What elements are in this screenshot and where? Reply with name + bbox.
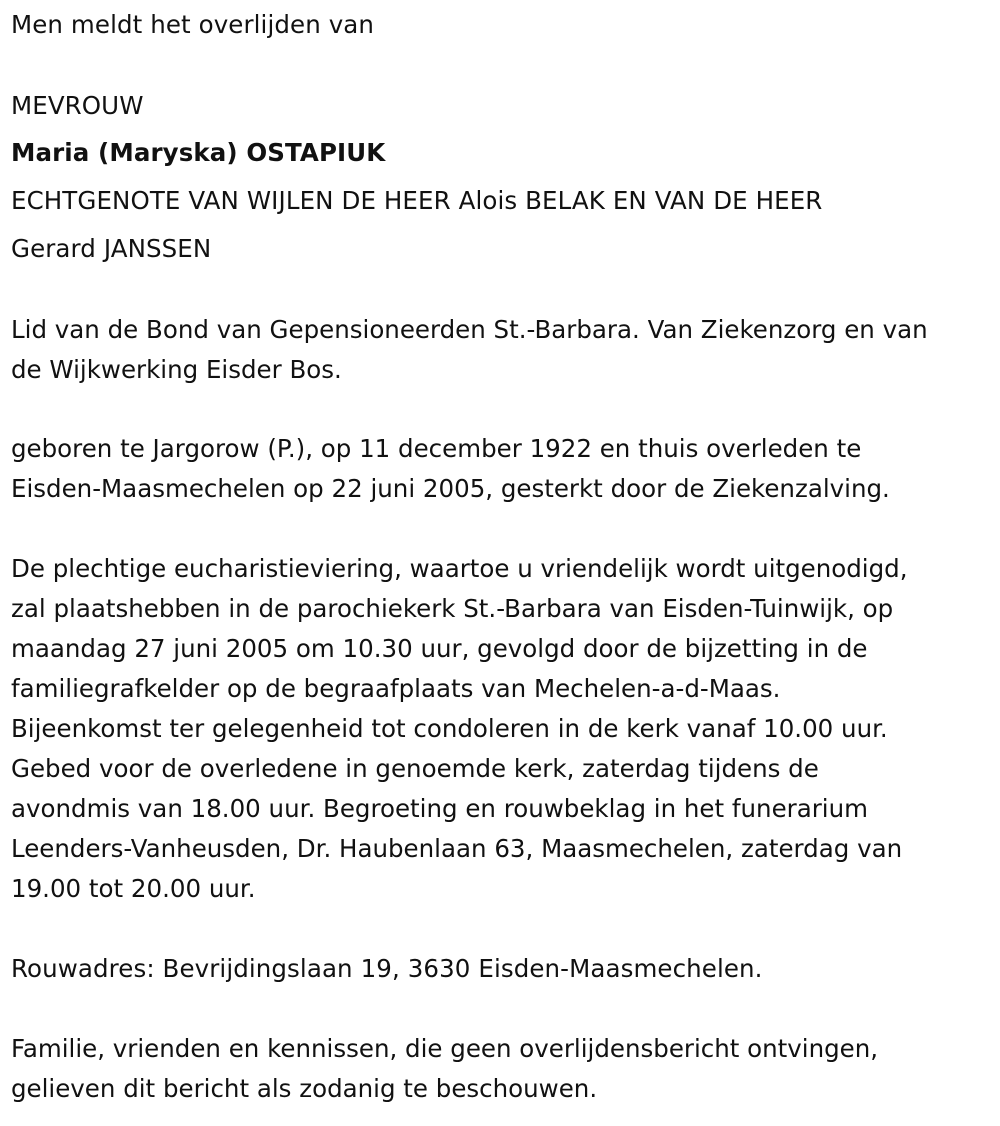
spouse-line-2: Gerard JANSSEN [11,234,212,263]
closing-line: Familie, vrienden en kennissen, die geen overlijdensbericht ontvingen, [11,1034,879,1063]
membership-paragraph [11,310,928,390]
closing-line: gelieven dit bericht als zodanig te beschouwen. [11,1074,598,1103]
closing-paragraph [11,1029,878,1109]
ceremony-line: Gebed voor de overledene in genoemde kerk, zaterdag tijdens de [11,754,819,783]
ceremony-line: maandag 27 juni 2005 om 10.30 uur, gevolgd door de bijzetting in de [11,634,868,663]
ceremony-line: Bijeenkomst ter gelegenheid tot condoleren in de kerk vanaf 10.00 uur. [11,714,888,743]
ceremony-line: 19.00 tot 20.00 uur. [11,874,256,903]
ceremony-line: zal plaatshebben in de parochiekerk St.-Barbara van Eisden-Tuinwijk, op [11,594,894,623]
deceased-name: Maria (Maryska) OSTAPIUK [11,138,386,167]
ceremony-line: De plechtige eucharistieviering, waartoe u vriendelijk wordt uitgenodigd, [11,554,908,583]
birth-death-line: Eisden-Maasmechelen op 22 juni 2005, gesterkt door de Ziekenzalving. [11,474,890,503]
birth-death-line: geboren te Jargorow (P.), op 11 december 1922 en thuis overleden te [11,434,862,463]
birth-death-paragraph [11,429,890,509]
mourning-address: Rouwadres: Bevrijdingslaan 19, 3630 Eisden-Maasmechelen. [11,954,763,983]
honorific: MEVROUW [11,91,144,120]
ceremony-line: Leenders-Vanheusden, Dr. Haubenlaan 63, Maasmechelen, zaterdag van [11,834,903,863]
ceremony-line: familiegrafkelder op de begraafplaats van Mechelen-a-d-Maas. [11,674,781,703]
intro-line: Men meldt het overlijden van [11,10,375,39]
membership-line: Lid van de Bond van Gepensioneerden St.-Barbara. Van Ziekenzorg en van [11,315,928,344]
ceremony-line: avondmis van 18.00 uur. Begroeting en rouwbeklag in het funerarium [11,794,869,823]
ceremony-paragraph [11,549,908,909]
spouse-line-1: ECHTGENOTE VAN WIJLEN DE HEER Alois BELAK EN VAN DE HEER [11,186,823,215]
membership-line: de Wijkwerking Eisder Bos. [11,355,342,384]
